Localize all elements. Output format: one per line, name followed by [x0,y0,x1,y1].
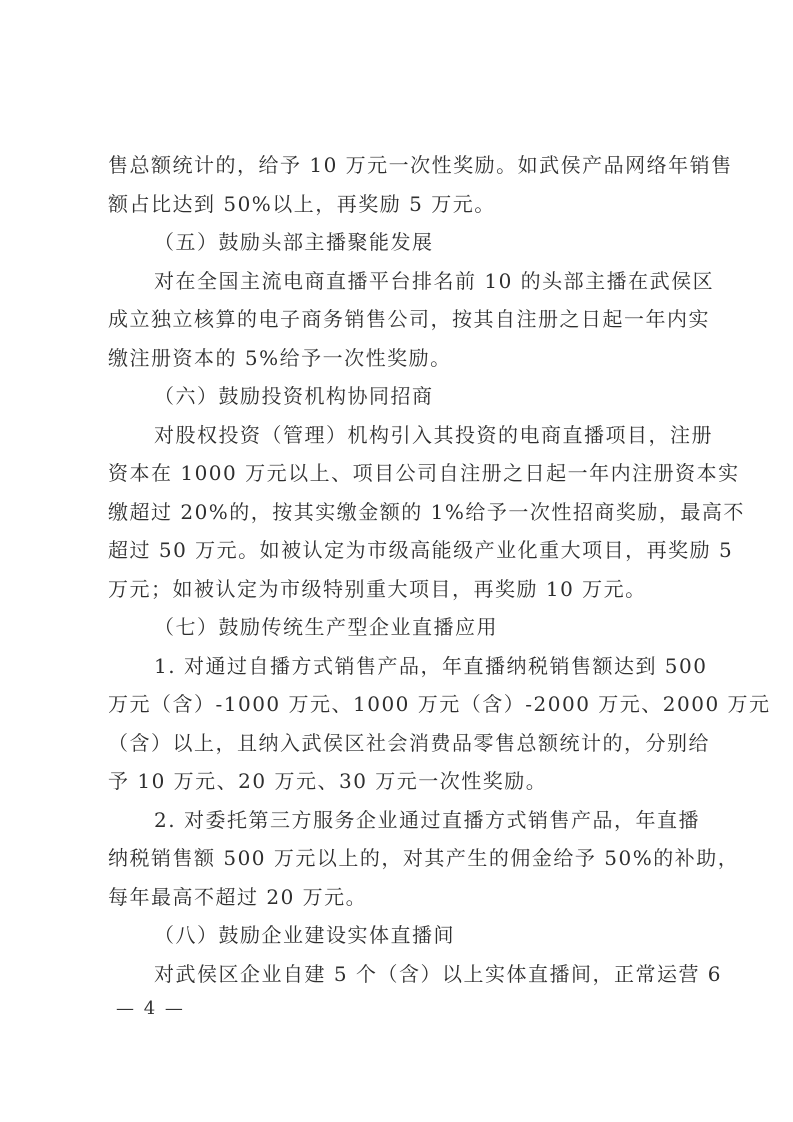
text-line: 2. 对委托第三方服务企业通过直播方式销售产品，年直播 [154,807,700,832]
text-line: 缴注册资本的 5%给予一次性奖励。 [108,345,452,370]
text-line: 对在全国主流电商直播平台排名前 10 的头部主播在武侯区 [154,268,715,293]
section-heading: （七）鼓励传统生产型企业直播应用 [154,615,498,639]
text-line: 额占比达到 50%以上，再奖励 5 万元。 [108,191,496,216]
text-line: 万元（含）-1000 万元、1000 万元（含）-2000 万元、2000 万元 [108,692,771,716]
text-line: 成立独立核算的电子商务销售公司，按其自注册之日起一年内实 [108,307,710,331]
text-line: 予 10 万元、20 万元、30 万元一次性奖励。 [108,769,548,793]
section-heading: （八）鼓励企业建设实体直播间 [154,923,455,947]
text-line: 纳税销售额 500 万元以上的，对其产生的佣金给予 50%的补助， [108,846,740,870]
text-line: 缴超过 20%的，按其实缴金额的 1%给予一次性招商奖励，最高不 [108,499,745,524]
body-text [108,146,771,993]
text-line: 1. 对通过自播方式销售产品，年直播纳税销售额达到 500 [154,653,708,678]
text-line: 资本在 1000 万元以上、项目公司自注册之日起一年内注册资本实 [108,461,740,485]
text-line: 对武侯区企业自建 5 个（含）以上实体直播间，正常运营 6 [154,961,723,986]
section-heading: （六）鼓励投资机构协同招商 [154,384,434,408]
page-number: — 4 — [116,998,185,1019]
section-heading: （五）鼓励头部主播聚能发展 [154,230,434,254]
text-line: 售总额统计的，给予 10 万元一次性奖励。如武侯产品网络年销售 [108,153,733,177]
text-line: 万元；如被认定为市级特别重大项目，再奖励 10 万元。 [108,576,647,601]
text-line: 超过 50 万元。如被认定为市级高能级产业化重大项目，再奖励 5 [108,538,734,562]
text-line: 对股权投资（管理）机构引入其投资的电商直播项目，注册 [154,422,713,447]
text-line: （含）以上，且纳入武侯区社会消费品零售总额统计的，分别给 [108,730,710,755]
text-line: 每年最高不超过 20 万元。 [108,884,368,909]
